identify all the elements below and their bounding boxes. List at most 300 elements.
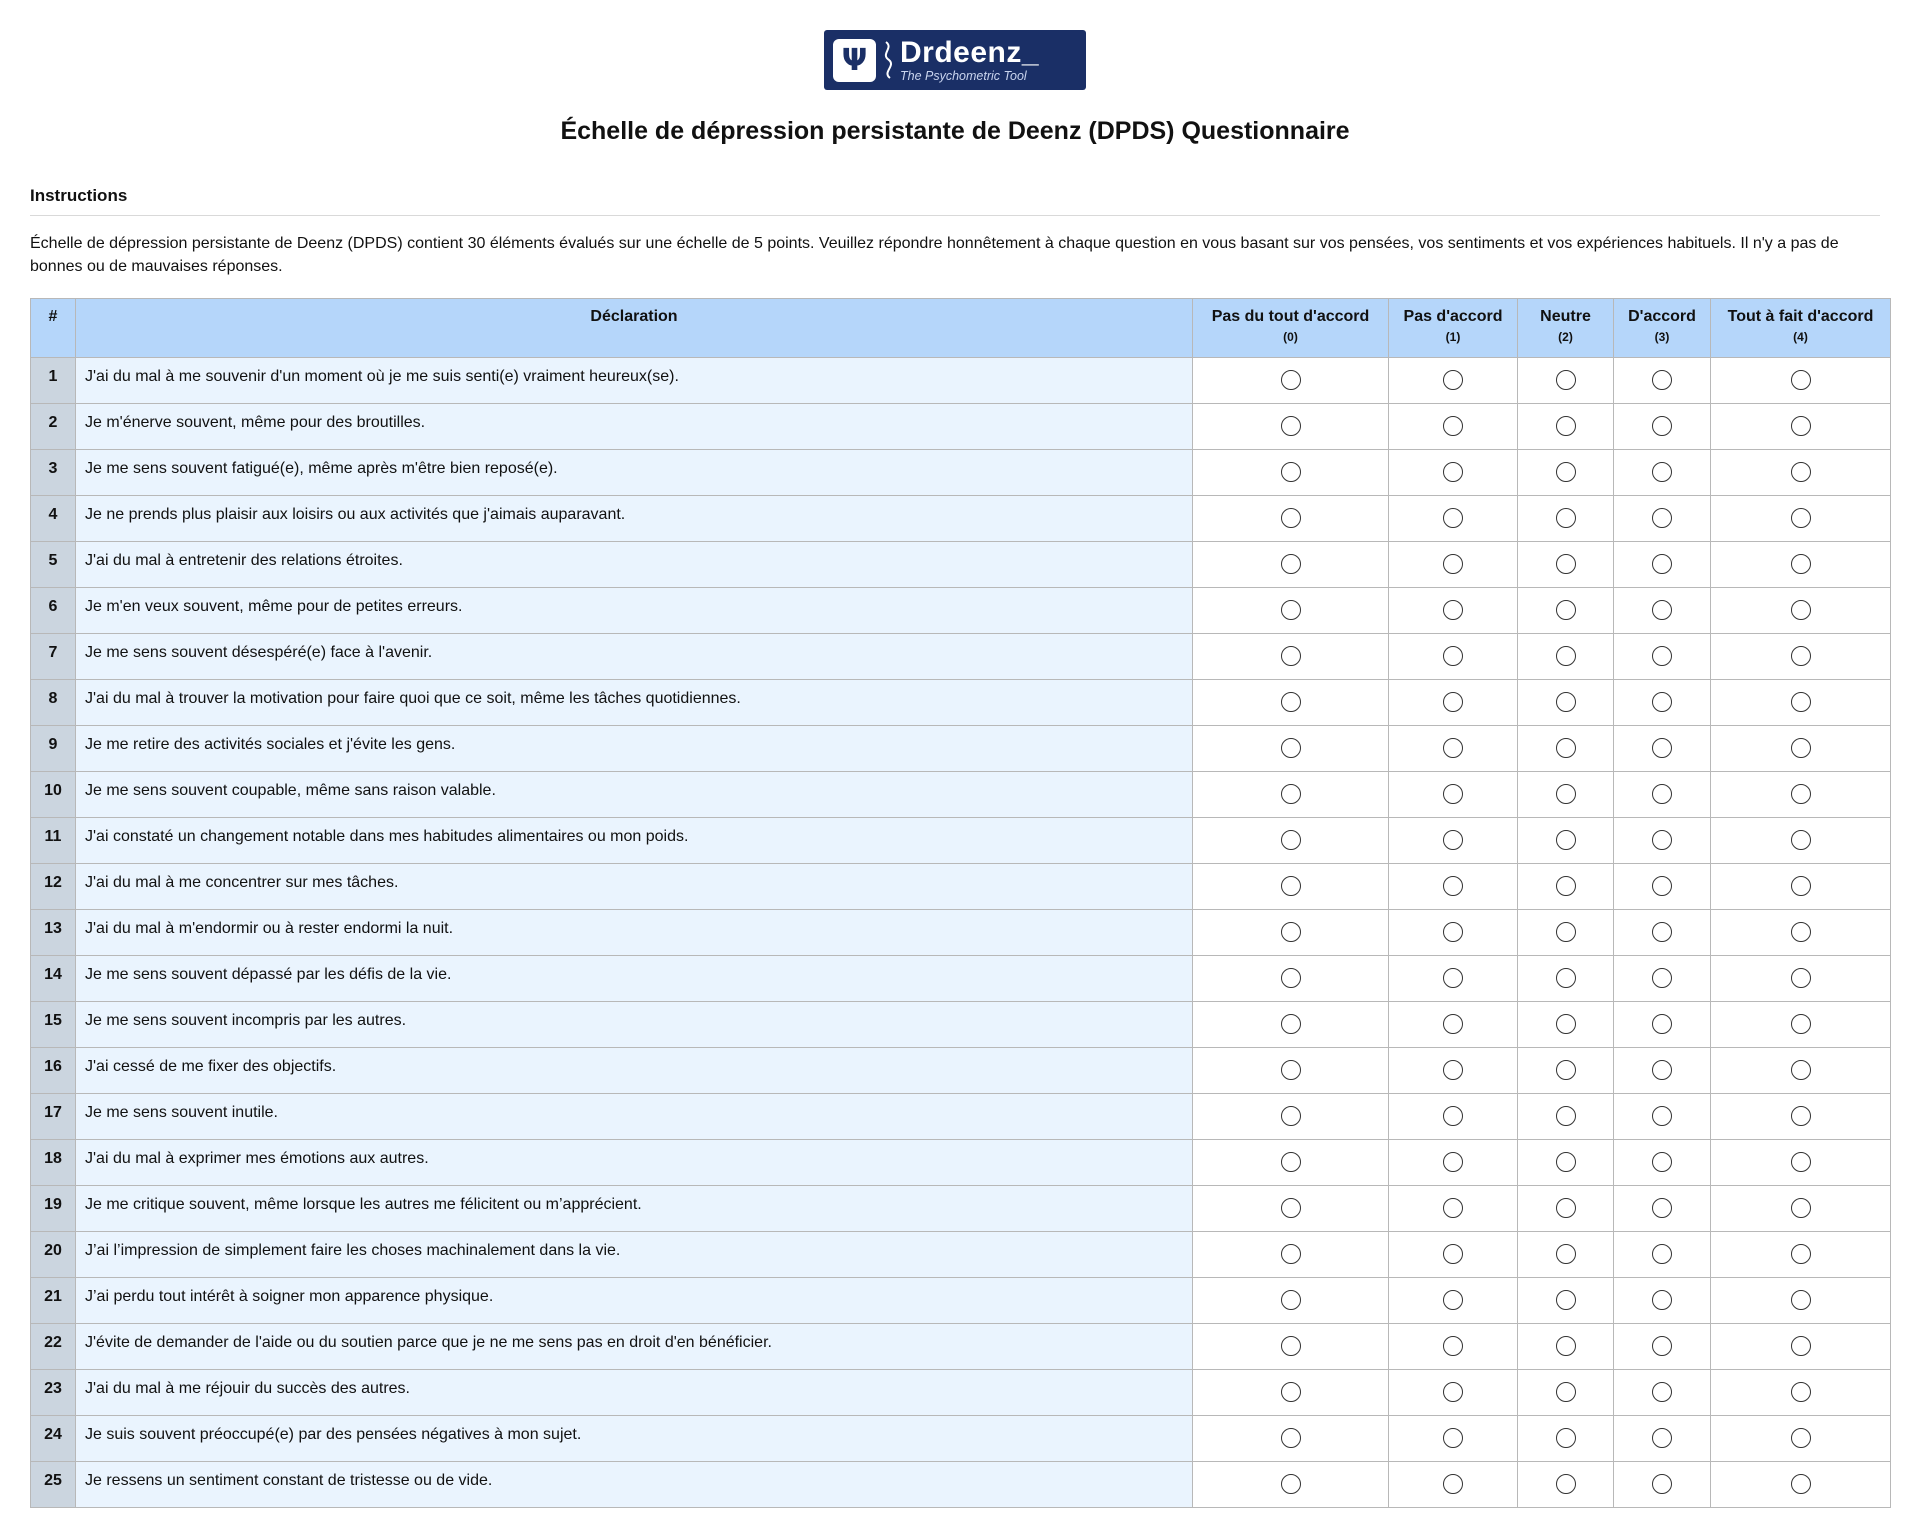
option-cell [1193, 1232, 1389, 1278]
answer-radio-1[interactable] [1443, 646, 1463, 666]
option-cell [1711, 910, 1891, 956]
row-number: 23 [31, 1370, 76, 1416]
row-statement: Je me sens souvent dépassé par les défis de la vie. [76, 956, 1193, 1002]
answer-radio-1[interactable] [1443, 508, 1463, 528]
answer-radio-0[interactable] [1281, 1106, 1301, 1126]
answer-radio-2[interactable] [1556, 968, 1576, 988]
row-statement: J'ai du mal à me souvenir d'un moment où je me suis senti(e) vraiment heureux(se). [76, 358, 1193, 404]
answer-radio-4[interactable] [1791, 1382, 1811, 1402]
option-cell [1614, 450, 1711, 496]
answer-radio-2[interactable] [1556, 692, 1576, 712]
option-cell [1193, 1140, 1389, 1186]
header-option-score: (1) [1445, 330, 1461, 344]
option-cell [1389, 450, 1518, 496]
answer-radio-1[interactable] [1443, 1244, 1463, 1264]
option-cell [1389, 818, 1518, 864]
answer-radio-0[interactable] [1281, 738, 1301, 758]
option-cell [1614, 1186, 1711, 1232]
answer-radio-2[interactable] [1556, 370, 1576, 390]
answer-radio-2[interactable] [1556, 738, 1576, 758]
answer-radio-4[interactable] [1791, 1060, 1811, 1080]
option-cell [1711, 358, 1891, 404]
answer-radio-0[interactable] [1281, 1290, 1301, 1310]
option-cell [1389, 680, 1518, 726]
option-cell [1389, 1048, 1518, 1094]
answer-radio-0[interactable] [1281, 692, 1301, 712]
option-cell [1518, 1462, 1614, 1508]
row-statement: Je me sens souvent incompris par les autres. [76, 1002, 1193, 1048]
answer-radio-3[interactable] [1652, 1198, 1672, 1218]
option-cell [1389, 1370, 1518, 1416]
option-cell [1614, 1278, 1711, 1324]
header-option-0 [1193, 299, 1389, 358]
answer-radio-0[interactable] [1281, 1060, 1301, 1080]
option-cell [1193, 542, 1389, 588]
header-statement: Déclaration [76, 299, 1193, 358]
row-number: 19 [31, 1186, 76, 1232]
answer-radio-4[interactable] [1791, 646, 1811, 666]
option-cell [1193, 588, 1389, 634]
option-cell [1614, 1232, 1711, 1278]
answer-radio-3[interactable] [1652, 1428, 1672, 1448]
row-number: 6 [31, 588, 76, 634]
row-statement: Je m'énerve souvent, même pour des broutilles. [76, 404, 1193, 450]
option-cell [1193, 450, 1389, 496]
option-cell [1518, 1048, 1614, 1094]
table-row [31, 1278, 1891, 1324]
row-number: 22 [31, 1324, 76, 1370]
option-cell [1193, 1002, 1389, 1048]
option-cell [1711, 588, 1891, 634]
header-option-score: (3) [1654, 330, 1670, 344]
answer-radio-0[interactable] [1281, 1198, 1301, 1218]
row-number: 12 [31, 864, 76, 910]
answer-radio-3[interactable] [1652, 1060, 1672, 1080]
answer-radio-2[interactable] [1556, 508, 1576, 528]
answer-radio-3[interactable] [1652, 784, 1672, 804]
option-cell [1518, 450, 1614, 496]
wave-icon [882, 40, 896, 80]
table-row [31, 680, 1891, 726]
row-statement: J'ai du mal à me concentrer sur mes tâches. [76, 864, 1193, 910]
answer-radio-2[interactable] [1556, 1336, 1576, 1356]
option-cell [1193, 358, 1389, 404]
answer-radio-2[interactable] [1556, 1152, 1576, 1172]
option-cell [1389, 1232, 1518, 1278]
option-cell [1614, 910, 1711, 956]
answer-radio-2[interactable] [1556, 646, 1576, 666]
option-cell [1614, 818, 1711, 864]
row-statement: Je me sens souvent coupable, même sans raison valable. [76, 772, 1193, 818]
option-cell [1518, 1002, 1614, 1048]
option-cell [1193, 1370, 1389, 1416]
answer-radio-4[interactable] [1791, 1290, 1811, 1310]
answer-radio-3[interactable] [1652, 1014, 1672, 1034]
table-row [31, 1002, 1891, 1048]
answer-radio-0[interactable] [1281, 508, 1301, 528]
option-cell [1518, 1186, 1614, 1232]
answer-radio-1[interactable] [1443, 876, 1463, 896]
answer-radio-0[interactable] [1281, 646, 1301, 666]
row-number: 7 [31, 634, 76, 680]
table-row [31, 1324, 1891, 1370]
option-cell [1193, 772, 1389, 818]
answer-radio-4[interactable] [1791, 830, 1811, 850]
answer-radio-3[interactable] [1652, 646, 1672, 666]
option-cell [1518, 404, 1614, 450]
answer-radio-3[interactable] [1652, 600, 1672, 620]
answer-radio-1[interactable] [1443, 1428, 1463, 1448]
header-option-label: Neutre [1540, 308, 1591, 325]
answer-radio-0[interactable] [1281, 370, 1301, 390]
logo-symbol: Ψ [841, 42, 868, 78]
header-option-label: D'accord [1628, 308, 1696, 325]
table-row [31, 956, 1891, 1002]
answer-radio-0[interactable] [1281, 876, 1301, 896]
answer-radio-3[interactable] [1652, 692, 1672, 712]
answer-radio-1[interactable] [1443, 1060, 1463, 1080]
option-cell [1614, 542, 1711, 588]
answer-radio-2[interactable] [1556, 1198, 1576, 1218]
option-cell [1389, 634, 1518, 680]
answer-radio-3[interactable] [1652, 1244, 1672, 1264]
answer-radio-1[interactable] [1443, 692, 1463, 712]
answer-radio-0[interactable] [1281, 1336, 1301, 1356]
option-cell [1193, 1462, 1389, 1508]
option-cell [1193, 956, 1389, 1002]
option-cell [1711, 1416, 1891, 1462]
answer-radio-1[interactable] [1443, 738, 1463, 758]
option-cell [1711, 1140, 1891, 1186]
answer-radio-2[interactable] [1556, 416, 1576, 436]
answer-radio-3[interactable] [1652, 1382, 1672, 1402]
option-cell [1518, 542, 1614, 588]
answer-radio-3[interactable] [1652, 968, 1672, 988]
answer-radio-2[interactable] [1556, 1244, 1576, 1264]
table-row [31, 1186, 1891, 1232]
answer-radio-2[interactable] [1556, 1474, 1576, 1494]
answer-radio-1[interactable] [1443, 922, 1463, 942]
option-cell [1614, 404, 1711, 450]
option-cell [1711, 1278, 1891, 1324]
option-cell [1614, 1462, 1711, 1508]
option-cell [1518, 1324, 1614, 1370]
answer-radio-3[interactable] [1652, 1474, 1672, 1494]
option-cell [1193, 910, 1389, 956]
option-cell [1614, 956, 1711, 1002]
option-cell [1711, 680, 1891, 726]
answer-radio-1[interactable] [1443, 1336, 1463, 1356]
answer-radio-4[interactable] [1791, 370, 1811, 390]
row-statement: J'ai cessé de me fixer des objectifs. [76, 1048, 1193, 1094]
answer-radio-0[interactable] [1281, 1152, 1301, 1172]
answer-radio-4[interactable] [1791, 462, 1811, 482]
answer-radio-3[interactable] [1652, 876, 1672, 896]
option-cell [1614, 864, 1711, 910]
answer-radio-3[interactable] [1652, 1152, 1672, 1172]
option-cell [1193, 680, 1389, 726]
logo-container [30, 30, 1880, 90]
table-row [31, 726, 1891, 772]
option-cell [1614, 1002, 1711, 1048]
row-number: 4 [31, 496, 76, 542]
header-num: # [31, 299, 76, 358]
answer-radio-3[interactable] [1652, 554, 1672, 574]
answer-radio-2[interactable] [1556, 784, 1576, 804]
option-cell [1518, 680, 1614, 726]
option-cell [1711, 1462, 1891, 1508]
option-cell [1711, 956, 1891, 1002]
table-row [31, 864, 1891, 910]
table-header-row [31, 299, 1891, 358]
table-row [31, 1462, 1891, 1508]
option-cell [1193, 1048, 1389, 1094]
answer-radio-1[interactable] [1443, 1198, 1463, 1218]
option-cell [1614, 1324, 1711, 1370]
option-cell [1711, 1048, 1891, 1094]
answer-radio-0[interactable] [1281, 968, 1301, 988]
answer-radio-3[interactable] [1652, 416, 1672, 436]
option-cell [1389, 1094, 1518, 1140]
option-cell [1614, 1416, 1711, 1462]
option-cell [1193, 1324, 1389, 1370]
answer-radio-2[interactable] [1556, 1428, 1576, 1448]
header-option-4 [1711, 299, 1891, 358]
row-statement: Je me sens souvent fatigué(e), même après m'être bien reposé(e). [76, 450, 1193, 496]
row-statement: J’ai perdu tout intérêt à soigner mon apparence physique. [76, 1278, 1193, 1324]
option-cell [1614, 588, 1711, 634]
answer-radio-4[interactable] [1791, 1474, 1811, 1494]
answer-radio-4[interactable] [1791, 1428, 1811, 1448]
answer-radio-4[interactable] [1791, 922, 1811, 942]
option-cell [1711, 864, 1891, 910]
row-number: 21 [31, 1278, 76, 1324]
answer-radio-2[interactable] [1556, 1060, 1576, 1080]
answer-radio-3[interactable] [1652, 738, 1672, 758]
answer-radio-2[interactable] [1556, 876, 1576, 896]
option-cell [1389, 1462, 1518, 1508]
option-cell [1518, 818, 1614, 864]
table-row [31, 1232, 1891, 1278]
option-cell [1518, 1140, 1614, 1186]
option-cell [1193, 496, 1389, 542]
option-cell [1614, 726, 1711, 772]
answer-radio-1[interactable] [1443, 462, 1463, 482]
row-statement: Je me sens souvent désespéré(e) face à l'avenir. [76, 634, 1193, 680]
answer-radio-1[interactable] [1443, 370, 1463, 390]
option-cell [1614, 1048, 1711, 1094]
answer-radio-0[interactable] [1281, 830, 1301, 850]
option-cell [1193, 404, 1389, 450]
answer-radio-4[interactable] [1791, 876, 1811, 896]
table-body [31, 358, 1891, 1508]
answer-radio-4[interactable] [1791, 1244, 1811, 1264]
option-cell [1711, 1324, 1891, 1370]
answer-radio-0[interactable] [1281, 600, 1301, 620]
answer-radio-0[interactable] [1281, 1244, 1301, 1264]
answer-radio-1[interactable] [1443, 968, 1463, 988]
row-statement: J'ai du mal à m'endormir ou à rester endormi la nuit. [76, 910, 1193, 956]
answer-radio-2[interactable] [1556, 600, 1576, 620]
row-number: 8 [31, 680, 76, 726]
option-cell [1389, 404, 1518, 450]
answer-radio-4[interactable] [1791, 692, 1811, 712]
option-cell [1193, 1278, 1389, 1324]
answer-radio-4[interactable] [1791, 508, 1811, 528]
row-statement: J'ai du mal à exprimer mes émotions aux autres. [76, 1140, 1193, 1186]
page-title: Échelle de dépression persistante de Deenz (DPDS) Questionnaire [560, 117, 1350, 145]
option-cell [1614, 1370, 1711, 1416]
answer-radio-3[interactable] [1652, 830, 1672, 850]
answer-radio-4[interactable] [1791, 554, 1811, 574]
row-number: 18 [31, 1140, 76, 1186]
row-number: 11 [31, 818, 76, 864]
header-option-label: Pas du tout d'accord [1211, 308, 1370, 325]
answer-radio-2[interactable] [1556, 1382, 1576, 1402]
option-cell [1518, 772, 1614, 818]
answer-radio-1[interactable] [1443, 1290, 1463, 1310]
option-cell [1711, 818, 1891, 864]
row-number: 24 [31, 1416, 76, 1462]
answer-radio-4[interactable] [1791, 738, 1811, 758]
answer-radio-0[interactable] [1281, 1474, 1301, 1494]
answer-radio-2[interactable] [1556, 1290, 1576, 1310]
option-cell [1389, 1002, 1518, 1048]
row-statement: Je me retire des activités sociales et j'évite les gens. [76, 726, 1193, 772]
row-statement: J'ai du mal à entretenir des relations étroites. [76, 542, 1193, 588]
table-row [31, 634, 1891, 680]
answer-radio-0[interactable] [1281, 554, 1301, 574]
answer-radio-4[interactable] [1791, 1198, 1811, 1218]
answer-radio-1[interactable] [1443, 1474, 1463, 1494]
answer-radio-3[interactable] [1652, 922, 1672, 942]
answer-radio-0[interactable] [1281, 416, 1301, 436]
answer-radio-3[interactable] [1652, 1106, 1672, 1126]
header-option-3 [1614, 299, 1711, 358]
option-cell [1614, 496, 1711, 542]
answer-radio-3[interactable] [1652, 370, 1672, 390]
answer-radio-3[interactable] [1652, 462, 1672, 482]
option-cell [1389, 496, 1518, 542]
answer-radio-3[interactable] [1652, 508, 1672, 528]
answer-radio-2[interactable] [1556, 1106, 1576, 1126]
option-cell [1389, 726, 1518, 772]
answer-radio-2[interactable] [1556, 462, 1576, 482]
option-cell [1389, 542, 1518, 588]
answer-radio-4[interactable] [1791, 1336, 1811, 1356]
answer-radio-4[interactable] [1791, 600, 1811, 620]
option-cell [1518, 1094, 1614, 1140]
table-row [31, 358, 1891, 404]
row-statement: J'ai du mal à me réjouir du succès des autres. [76, 1370, 1193, 1416]
option-cell [1711, 1002, 1891, 1048]
row-statement: J’ai l’impression de simplement faire les choses machinalement dans la vie. [76, 1232, 1193, 1278]
option-cell [1389, 1416, 1518, 1462]
option-cell [1518, 634, 1614, 680]
answer-radio-1[interactable] [1443, 1014, 1463, 1034]
answer-radio-1[interactable] [1443, 830, 1463, 850]
answer-radio-1[interactable] [1443, 1382, 1463, 1402]
option-cell [1518, 1278, 1614, 1324]
answer-radio-0[interactable] [1281, 462, 1301, 482]
row-number: 15 [31, 1002, 76, 1048]
answer-radio-3[interactable] [1652, 1336, 1672, 1356]
option-cell [1614, 634, 1711, 680]
answer-radio-4[interactable] [1791, 1106, 1811, 1126]
table-row [31, 1140, 1891, 1186]
answer-radio-4[interactable] [1791, 1014, 1811, 1034]
row-number: 10 [31, 772, 76, 818]
answer-radio-3[interactable] [1652, 1290, 1672, 1310]
answer-radio-1[interactable] [1443, 600, 1463, 620]
answer-radio-1[interactable] [1443, 416, 1463, 436]
answer-radio-0[interactable] [1281, 1014, 1301, 1034]
answer-radio-4[interactable] [1791, 1152, 1811, 1172]
answer-radio-1[interactable] [1443, 784, 1463, 804]
table-row [31, 772, 1891, 818]
answer-radio-4[interactable] [1791, 784, 1811, 804]
option-cell [1518, 588, 1614, 634]
answer-radio-1[interactable] [1443, 1106, 1463, 1126]
answer-radio-1[interactable] [1443, 554, 1463, 574]
answer-radio-2[interactable] [1556, 1014, 1576, 1034]
table-row [31, 450, 1891, 496]
row-number: 3 [31, 450, 76, 496]
option-cell [1193, 1416, 1389, 1462]
answer-radio-4[interactable] [1791, 968, 1811, 988]
row-number: 9 [31, 726, 76, 772]
option-cell [1518, 1370, 1614, 1416]
option-cell [1614, 358, 1711, 404]
answer-radio-0[interactable] [1281, 784, 1301, 804]
option-cell [1389, 956, 1518, 1002]
option-cell [1711, 726, 1891, 772]
option-cell [1614, 1140, 1711, 1186]
option-cell [1711, 1186, 1891, 1232]
table-row [31, 1370, 1891, 1416]
option-cell [1711, 542, 1891, 588]
answer-radio-2[interactable] [1556, 554, 1576, 574]
answer-radio-0[interactable] [1281, 1428, 1301, 1448]
answer-radio-4[interactable] [1791, 416, 1811, 436]
option-cell [1518, 358, 1614, 404]
row-number: 5 [31, 542, 76, 588]
row-statement: Je me sens souvent inutile. [76, 1094, 1193, 1140]
answer-radio-1[interactable] [1443, 1152, 1463, 1172]
option-cell [1711, 1232, 1891, 1278]
table-row [31, 1048, 1891, 1094]
row-number: 16 [31, 1048, 76, 1094]
option-cell [1711, 772, 1891, 818]
option-cell [1193, 818, 1389, 864]
option-cell [1518, 1232, 1614, 1278]
answer-radio-0[interactable] [1281, 1382, 1301, 1402]
option-cell [1518, 910, 1614, 956]
option-cell [1518, 956, 1614, 1002]
option-cell [1389, 1278, 1518, 1324]
questionnaire-table [30, 298, 1891, 1508]
brand-logo [824, 30, 1086, 90]
header-option-score: (4) [1793, 330, 1808, 344]
answer-radio-2[interactable] [1556, 922, 1576, 942]
row-number: 2 [31, 404, 76, 450]
option-cell [1614, 680, 1711, 726]
option-cell [1389, 864, 1518, 910]
instructions-heading: Instructions [30, 186, 1880, 216]
answer-radio-0[interactable] [1281, 922, 1301, 942]
answer-radio-2[interactable] [1556, 830, 1576, 850]
option-cell [1389, 1140, 1518, 1186]
